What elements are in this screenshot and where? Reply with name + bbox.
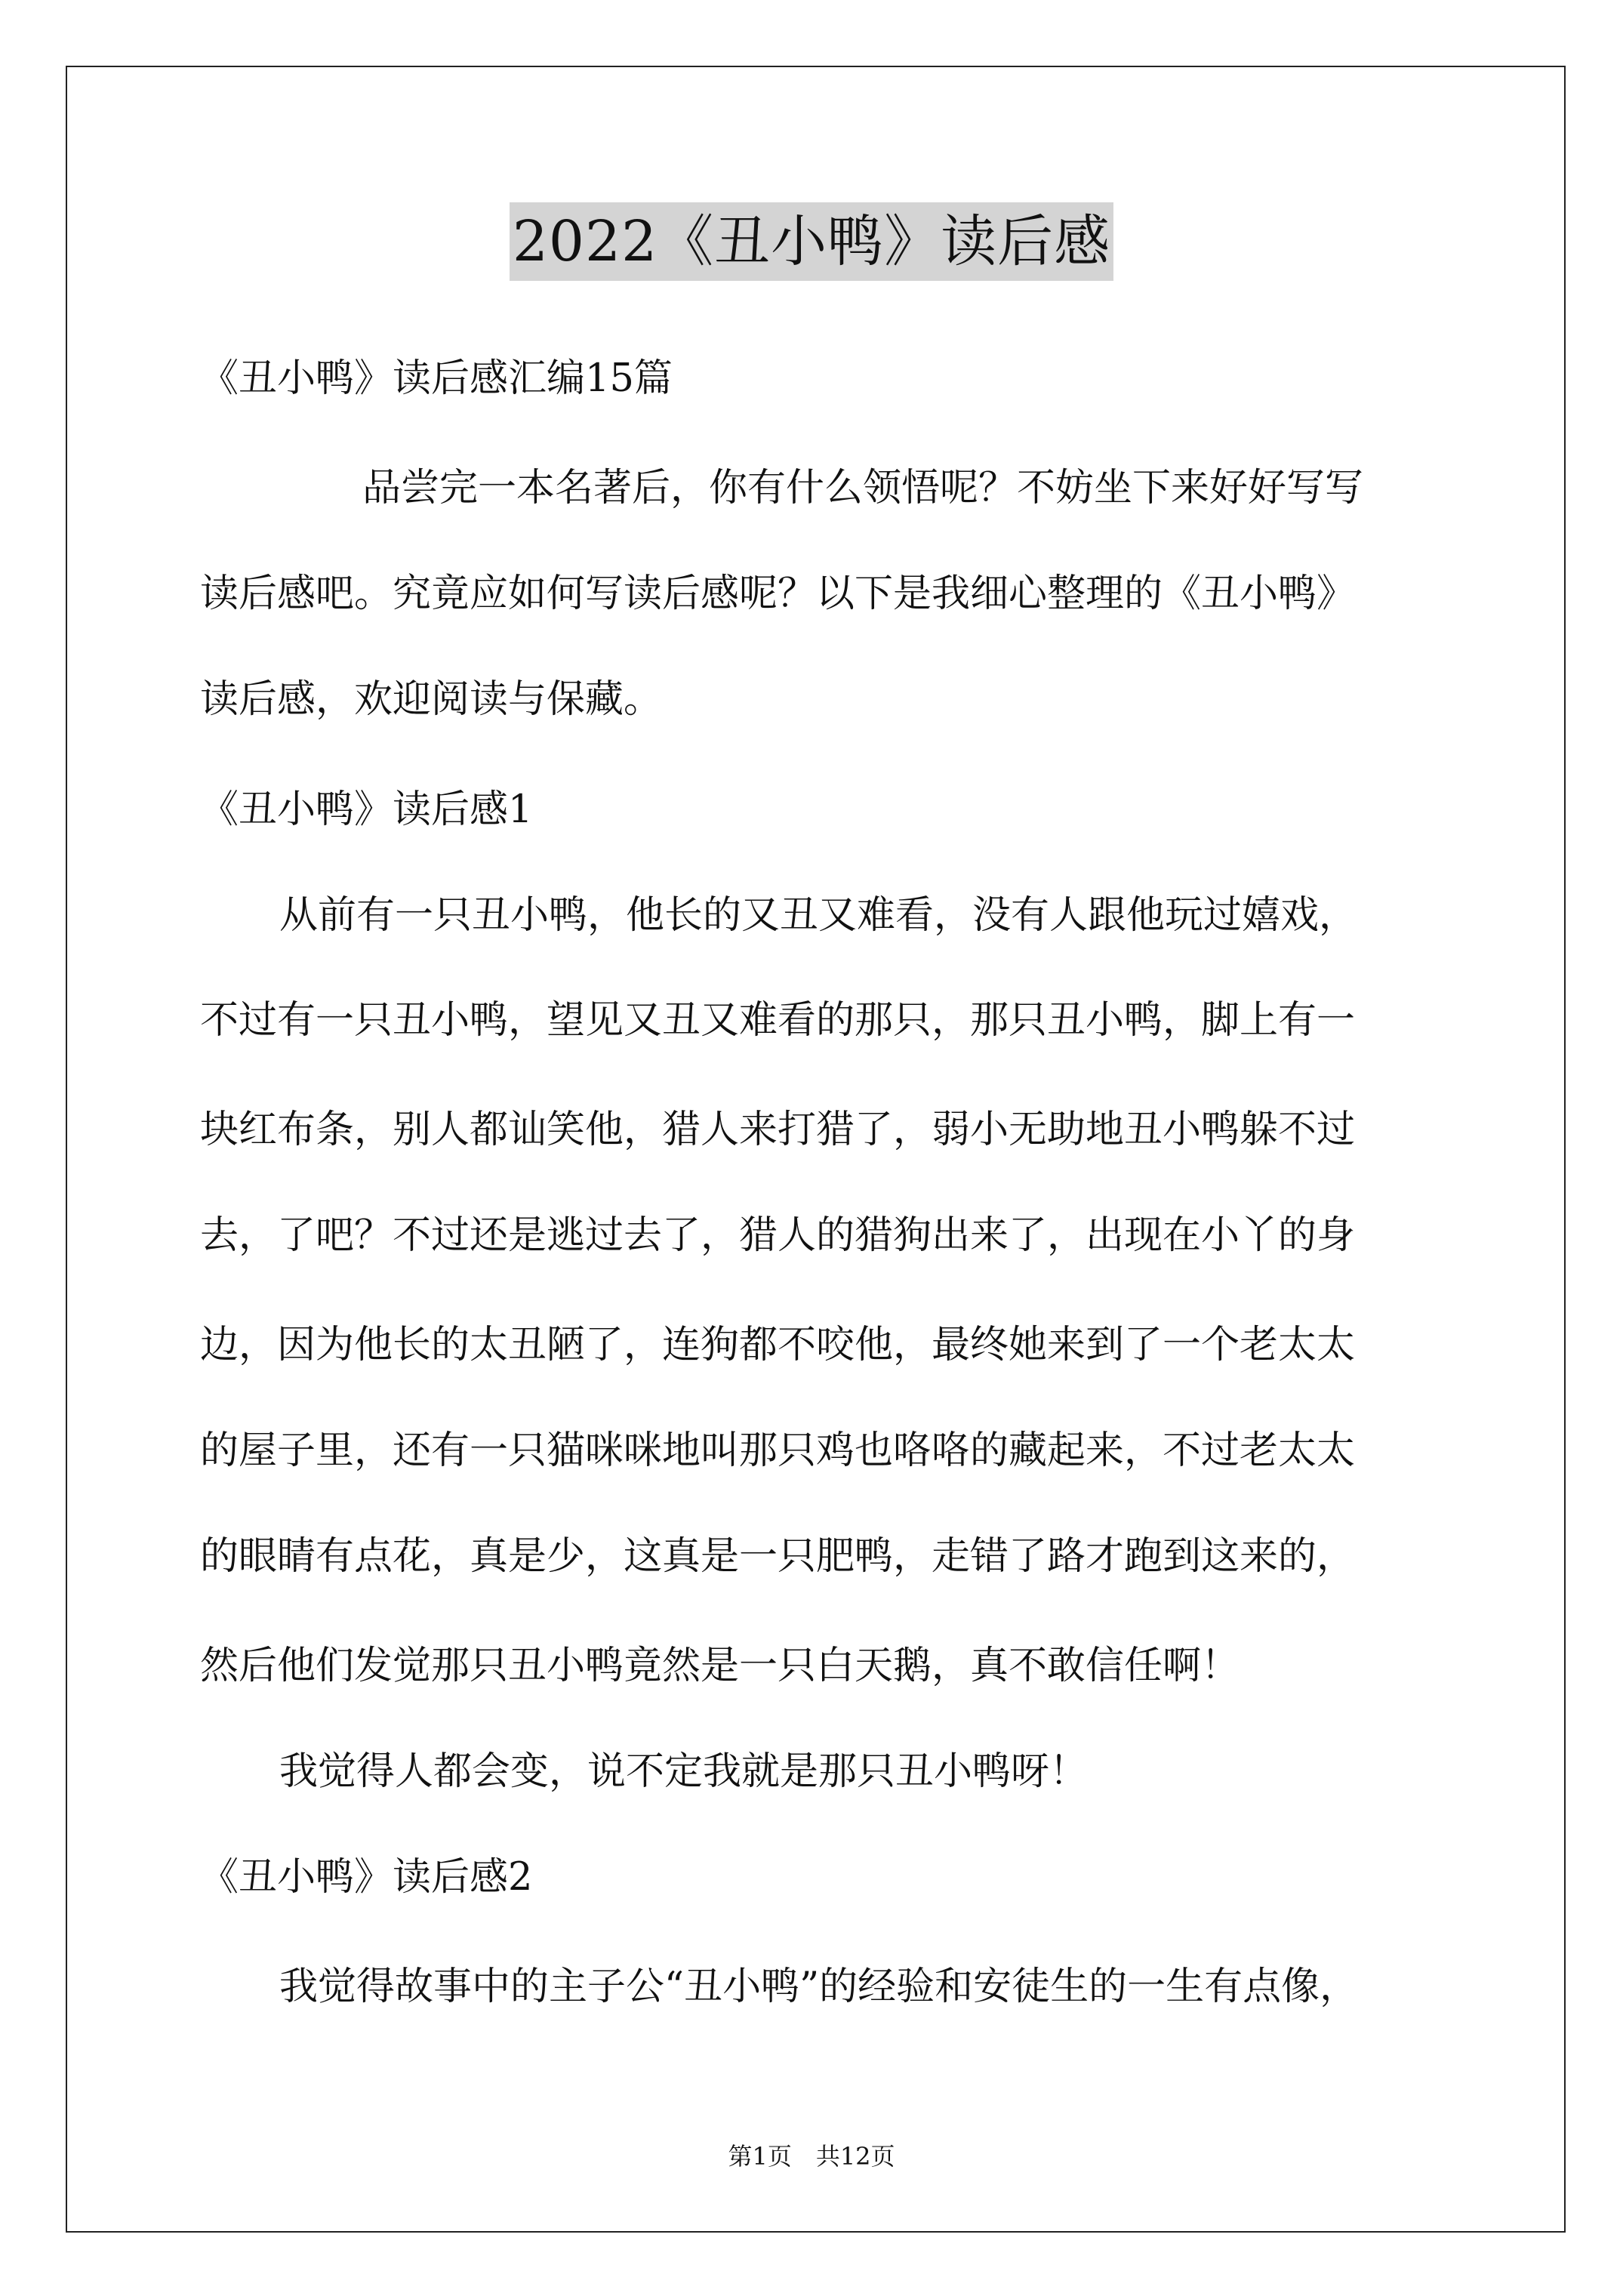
section1-line-1: 从前有一只丑小鸭，他长的又丑又难看，没有人跟他玩过嬉戏， — [279, 893, 1358, 938]
intro-line-2: 读后感吧。究竟应如何写读后感呢？以下是我细心整理的《丑小鸭》 — [200, 572, 1356, 616]
document-title: 2022《丑小鸭》读后感 — [510, 202, 1113, 281]
section1-line-5: 边，因为他长的太丑陋了，连狗都不咬他，最终她来到了一个老太太 — [200, 1323, 1356, 1367]
section1-closing: 我觉得人都会变，说不定我就是那只丑小鸭呀！ — [279, 1749, 1089, 1794]
section2-line-1: 我觉得故事中的主子公“丑小鸭”的经验和安徒生的一生有点像， — [279, 1965, 1359, 2009]
subtitle: 《丑小鸭》读后感汇编15篇 — [200, 356, 673, 401]
section1-line-8: 然后他们发觉那只丑小鸭竟然是一只白天鹅，真不敢信任啊！ — [200, 1644, 1240, 1688]
intro-line-1: 品尝完一本名著后，你有什么领悟呢？不妨坐下来好好写写 — [362, 466, 1364, 510]
intro-line-3: 读后感，欢迎阅读与保藏。 — [200, 677, 663, 722]
section2-heading: 《丑小鸭》读后感2 — [200, 1855, 533, 1900]
section1-line-6: 的屋子里，还有一只猫咪咪地叫那只鸡也咯咯的藏起来，不过老太太 — [200, 1428, 1356, 1473]
section1-heading: 《丑小鸭》读后感1 — [200, 787, 533, 832]
title-wrap — [0, 202, 1623, 281]
page-footer: 第1页 共12页 — [728, 2142, 895, 2171]
section1-line-4: 去，了吧？不过还是逃过去了，猎人的猎狗出来了，出现在小丫的身 — [200, 1213, 1356, 1258]
section1-line-7: 的眼睛有点花，真是少，这真是一只肥鸭，走错了路才跑到这来的， — [200, 1534, 1356, 1579]
section1-line-2: 不过有一只丑小鸭，望见又丑又难看的那只，那只丑小鸭，脚上有一 — [200, 998, 1356, 1043]
section1-line-3: 块红布条，别人都讪笑他，猎人来打猎了，弱小无助地丑小鸭躲不过 — [200, 1108, 1356, 1152]
